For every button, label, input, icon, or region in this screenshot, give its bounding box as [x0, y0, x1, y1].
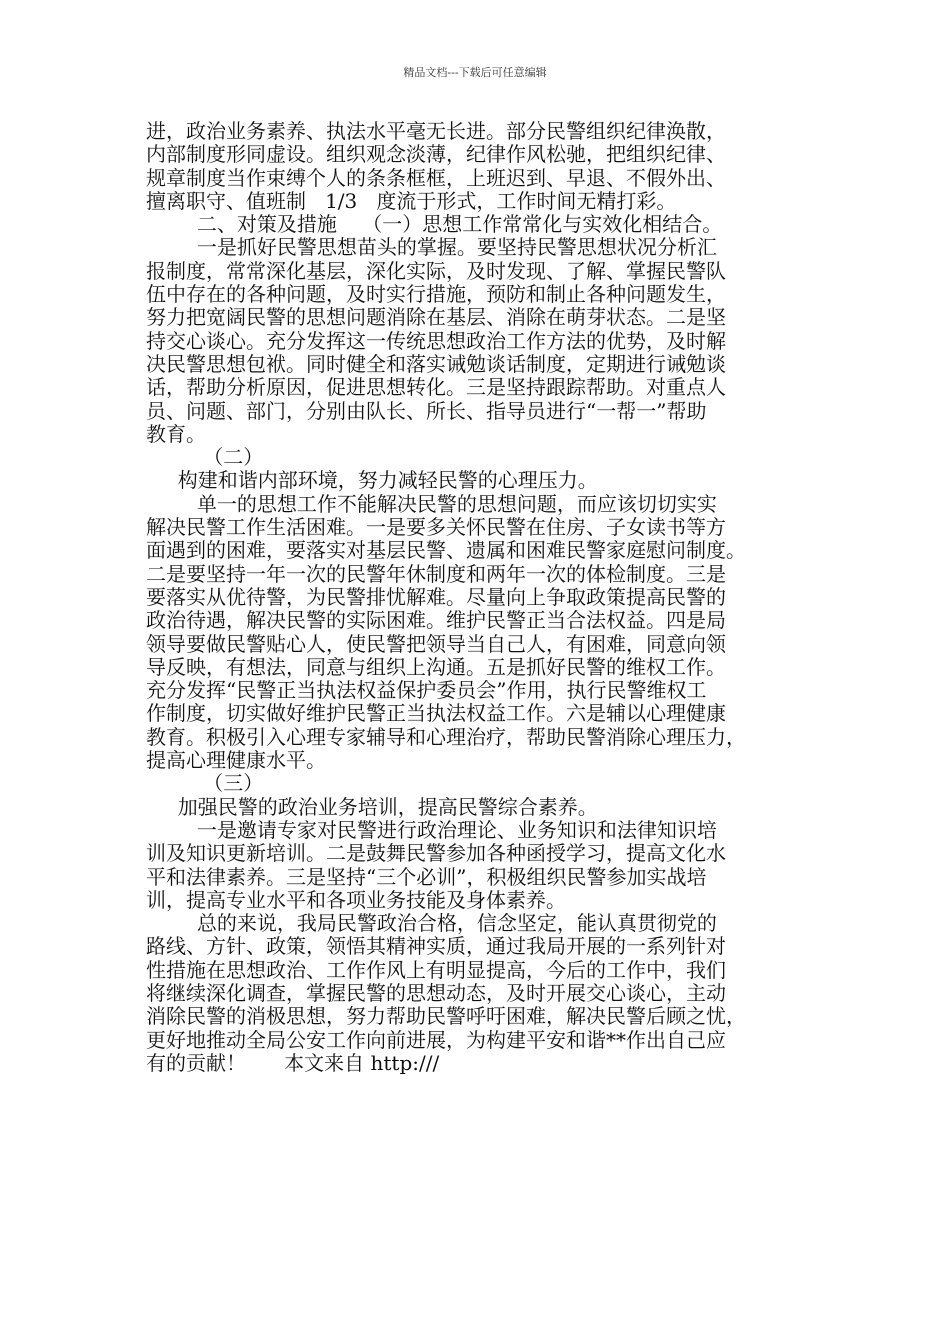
document-body: [146, 120, 826, 1075]
text-line: 训，提高专业水平和各项业务技能及身体素养。: [146, 887, 566, 912]
text-line: 提高心理健康水平。: [146, 748, 326, 773]
text-line: 进，政治业务素养、执法水平毫无长进。部分民警组织纪律涣散，: [146, 119, 726, 143]
text-line: 将继续深化调查，掌握民警的思想动态，及时开展交心谈心，主动: [146, 980, 726, 1005]
text-line: 路线、方针、政策，领悟其精神实质，通过我局开展的一系列针对: [146, 934, 726, 959]
section-heading-line: 加强民警的政治业务培训，提高民警综合素养。: [146, 794, 598, 819]
text-line: 教育。积极引入心理专家辅导和心理治疗，帮助民警消除心理压力，: [146, 724, 746, 749]
text-line: 政治待遇，解决民警的实际困难。维护民警正当合法权益。四是局: [146, 608, 726, 633]
text-line: 二是要坚持一年一次的民警年休制度和两年一次的体检制度。三是: [146, 561, 726, 586]
text-line: 训及知识更新培训。二是鼓舞民警参加各种函授学习，提高文化水: [146, 841, 726, 866]
section-number: （三）: [146, 771, 264, 796]
page-header: 精品文档---下载后可任意编辑: [403, 66, 547, 79]
text-line: 作制度，切实做好维护民警正当执法权益工作。六是辅以心理健康: [146, 701, 726, 726]
text-line: 内部制度形同虚设。组织观念淡薄，纪律作风松驰，把组织纪律、: [146, 142, 726, 167]
text-line: 伍中存在的各种问题，及时实行措施，预防和制止各种问题发生，: [146, 282, 726, 307]
text-line: 充分发挥“民警正当执法权益保护委员会”作用，执行民警维权工: [146, 678, 707, 703]
text-line: 领导要做民警贴心人，使民警把领导当自己人，有困难，同意向领: [146, 631, 726, 656]
text-line: 报制度，常常深化基层，深化实际，及时发现、了解、掌握民警队: [146, 258, 726, 283]
text-line: 有的贡献！ 本文来自 http:///: [146, 1050, 440, 1075]
text-line: 决民警思想包袱。同时健全和落实诫勉谈话制度，定期进行诫勉谈: [146, 351, 726, 376]
section-number: （二）: [146, 445, 264, 470]
text-line: 平和法律素养。三是坚持“三个必训”，积极组织民警参加实战培: [146, 864, 707, 889]
text-line: 性措施在思想政治、工作作风上有明显提高，今后的工作中，我们: [146, 957, 726, 982]
text-line: 要落实从优待警，为民警排忧解难。尽量向上争取政策提高民警的: [146, 584, 726, 609]
text-line: 持交心谈心。充分发挥这一传统思想政治工作方法的优势，及时解: [146, 328, 726, 353]
section-heading-line: 二、对策及措施 （一）思想工作常常化与实效化相结合。: [146, 212, 723, 237]
text-line: 规章制度当作束缚个人的条条框框，上班迟到、早退、不假外出、: [146, 165, 726, 190]
text-line: 努力把宽阔民警的思想问题消除在基层、消除在萌芽状态。二是坚: [146, 305, 726, 330]
text-line: 总的来说，我局民警政治合格，信念坚定，能认真贯彻党的: [146, 911, 717, 936]
text-line: 解决民警工作生活困难。一是要多关怀民警在住房、子女读书等方: [146, 515, 726, 540]
text-line: 教育。: [146, 421, 206, 446]
text-line: 擅离职守、值班制 1/3 度流于形式，工作时间无精打彩。: [146, 188, 677, 213]
text-line: 一是邀请专家对民警进行政治理论、业务知识和法律知识培: [146, 817, 717, 842]
text-line: 话，帮助分析原因，促进思想转化。三是坚持跟踪帮助。对重点人: [146, 375, 726, 400]
text-line: 一是抓好民警思想苗头的掌握。要坚持民警思想状况分析汇: [146, 235, 717, 260]
text-line: 更好地推动全局公安工作向前进展，为构建平安和谐**作出自己应: [146, 1027, 726, 1052]
section-heading-line: 构建和谐内部环境，努力减轻民警的心理压力。: [146, 468, 598, 493]
text-line: 导反映，有想法，同意与组织上沟通。五是抓好民警的维权工作。: [146, 654, 726, 679]
text-line: 面遇到的困难，要落实对基层民警、遗属和困难民警家庭慰问制度。: [146, 538, 746, 563]
text-line: 单一的思想工作不能解决民警的思想问题，而应该切切实实: [146, 491, 717, 516]
text-line: 消除民警的消极思想，努力帮助民警呼吁困难，解决民警后顾之忧，: [146, 1004, 746, 1029]
text-line: 员、问题、部门，分别由队长、所长、指导员进行“一帮一”帮助: [146, 398, 707, 423]
